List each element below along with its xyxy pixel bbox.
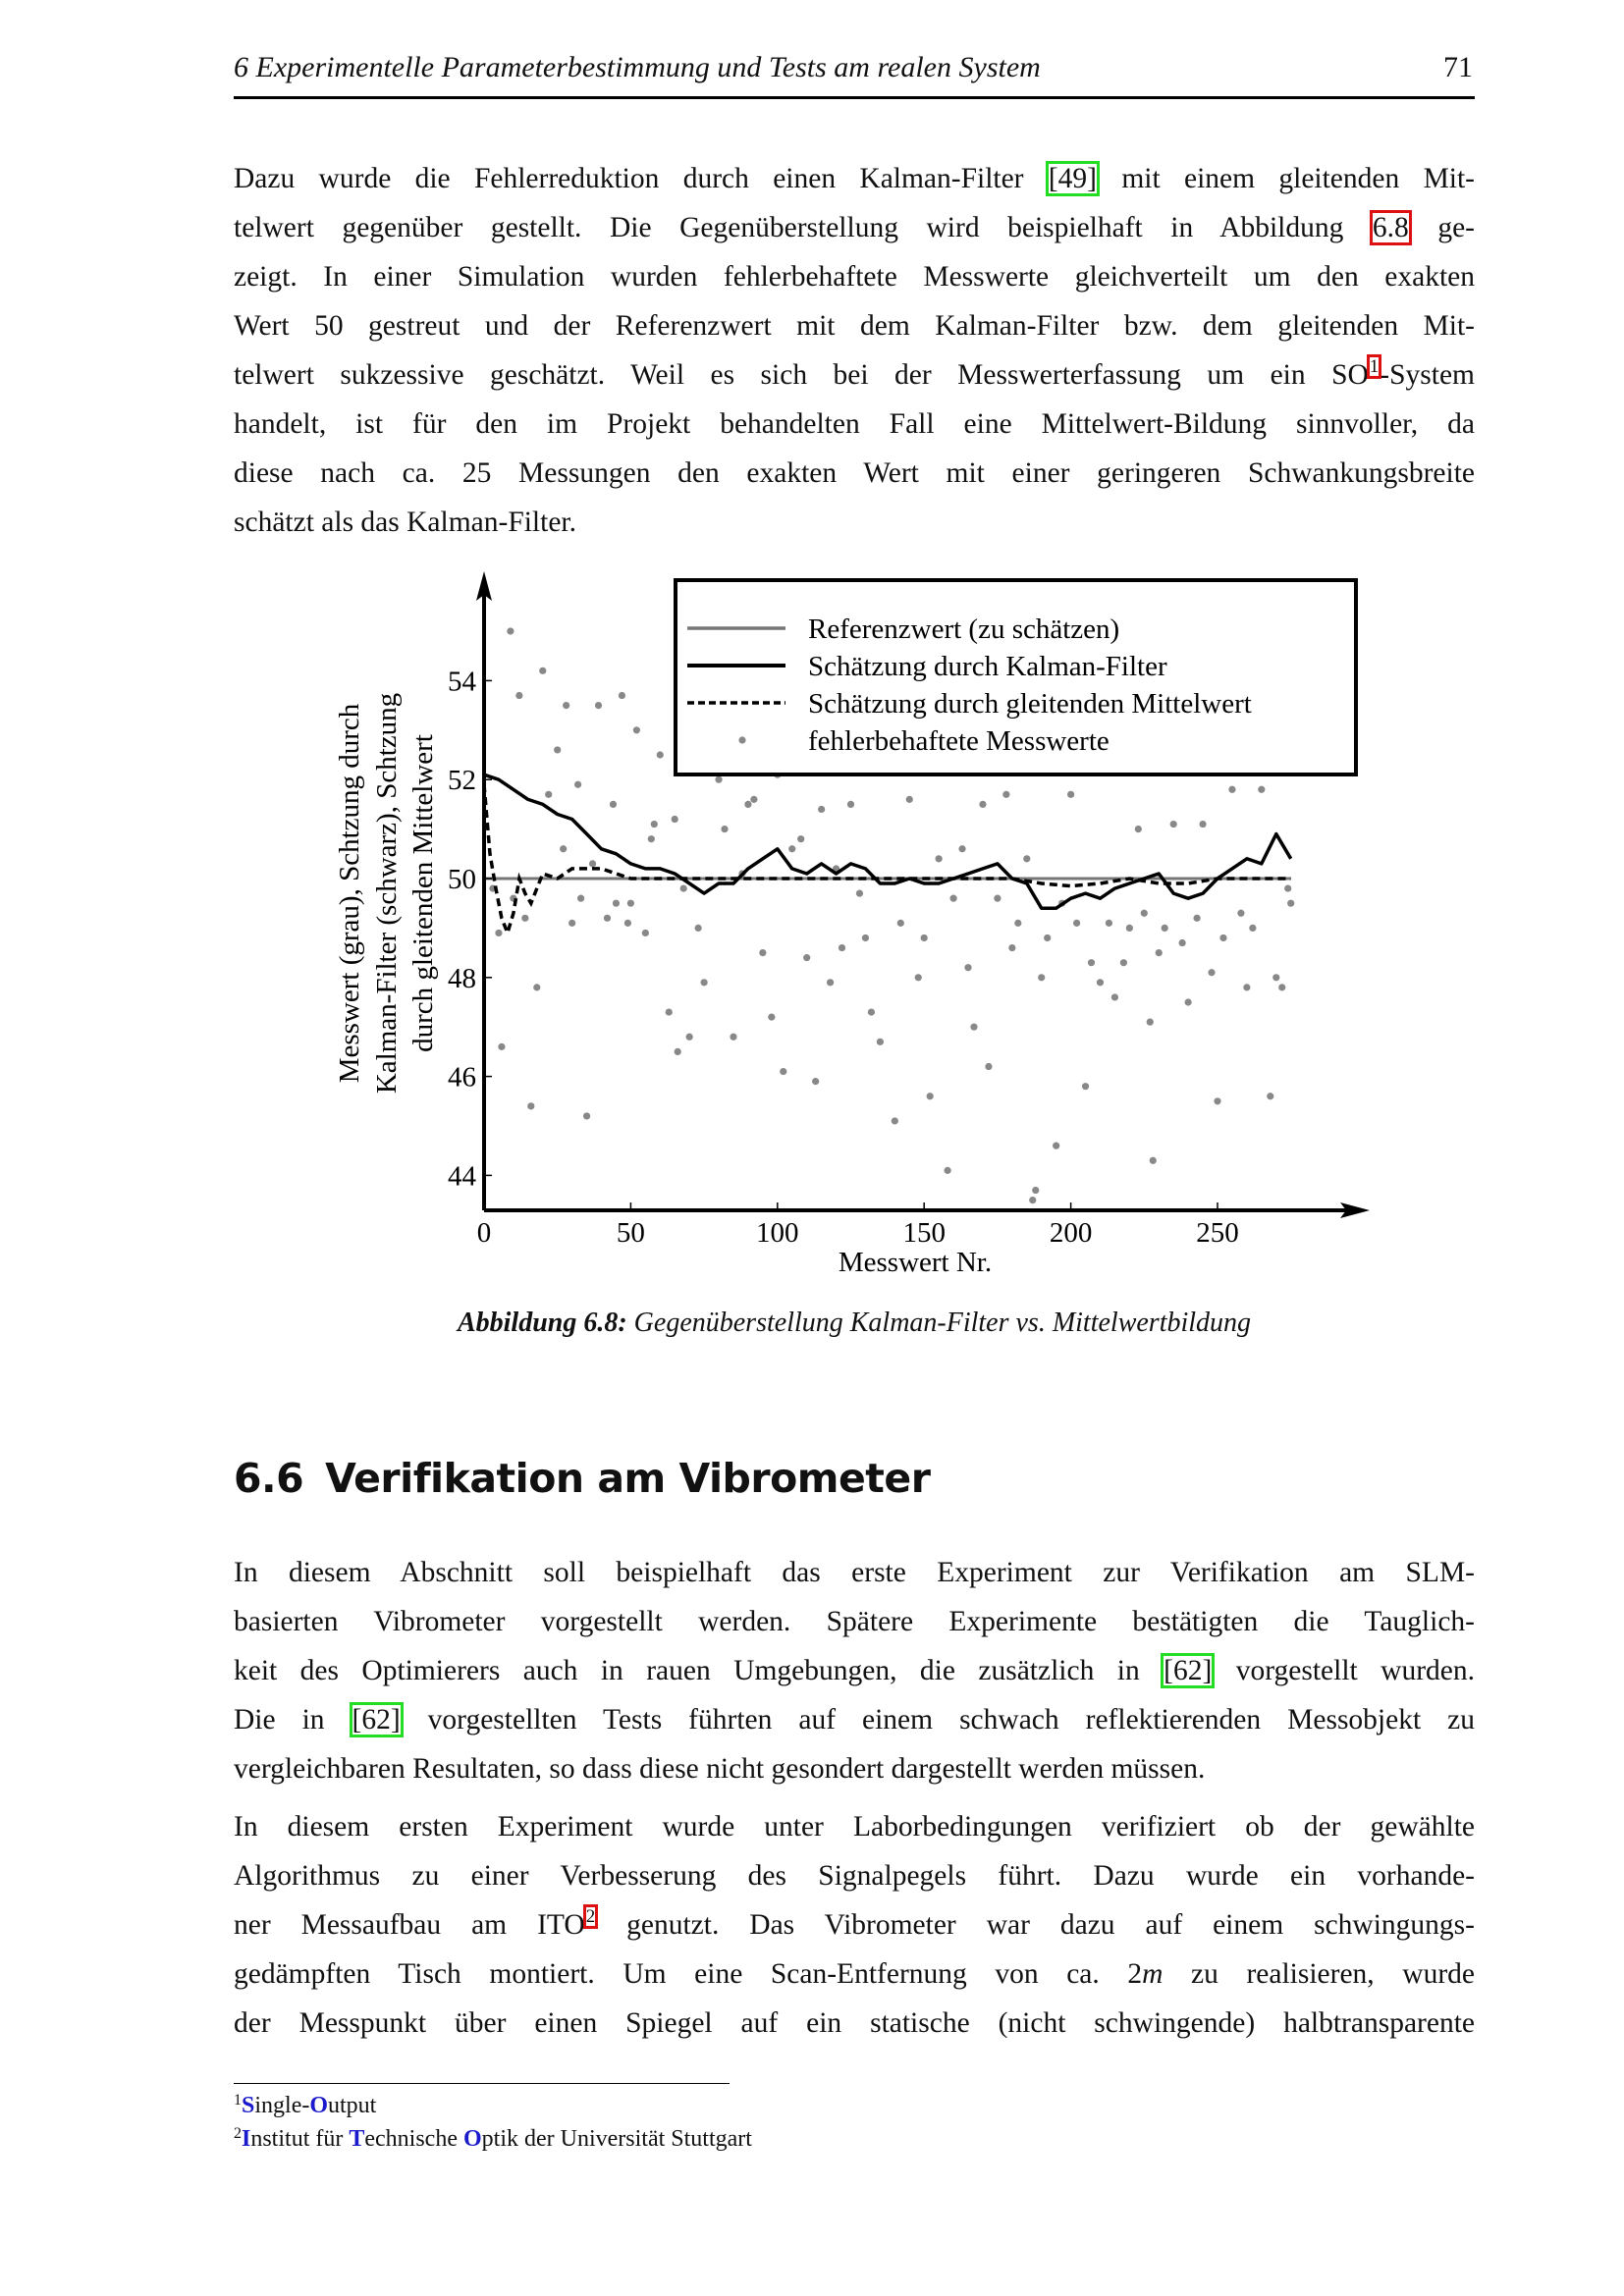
footnotes xyxy=(234,2089,752,2156)
figure-caption xyxy=(234,1308,1475,1339)
y-axis-label xyxy=(334,693,439,1094)
text-line: der Messpunkt über einen Spiegel auf ein statische (nicht schwingende) halbtransparente xyxy=(234,2007,1475,2039)
chapter-title: 6 Experimentelle Parameterbestimmung und Tests am realen System xyxy=(234,51,1041,83)
caption-text: Gegenüberstellung Kalman-Filter vs. Mittelwertbildung xyxy=(626,1308,1252,1338)
citation-link-62[interactable]: [62] xyxy=(1164,1655,1213,1686)
figure-chart xyxy=(314,564,1404,1291)
footnote-ref-1[interactable]: 1 xyxy=(1369,356,1380,377)
svg-text:fehlerbehaftete Messwerte: fehlerbehaftete Messwerte xyxy=(808,725,1110,757)
section-title: Verifikation am Vibrometer xyxy=(325,1455,931,1502)
svg-text:Schätzung durch gleitenden Mit: Schätzung durch gleitenden Mittelwert xyxy=(808,688,1252,720)
svg-text:Messwert (grau), Schtzung durc: Messwert (grau), Schtzung durch xyxy=(334,703,365,1084)
footnote-ref-2[interactable]: 2 xyxy=(585,1906,596,1927)
svg-text:46: 46 xyxy=(448,1061,476,1094)
text-line: Algorithmus zu einer Verbesserung des Signalpegels führt. Dazu wurde ein vorhande- xyxy=(234,1860,1475,1892)
figure-ref-link[interactable]: 6.8 xyxy=(1372,212,1409,243)
text-line: handelt, ist für den im Projekt behandelten Fall eine Mittelwert-Bildung sinnvoller, da xyxy=(234,408,1475,440)
svg-text:Referenzwert (zu schätzen): Referenzwert (zu schätzen) xyxy=(808,614,1120,645)
text-line: keit des Optimierers auch in rauen Umgebungen, die zusätzlich in [62] vorgestellt wurden. xyxy=(234,1655,1475,1686)
svg-text:150: 150 xyxy=(902,1217,946,1249)
text-line: ner Messaufbau am ITO$^2$ genutzt. Das Vibrometer war dazu auf einem schwingungs- xyxy=(234,1906,1475,1941)
section-paragraph-1 xyxy=(234,1548,1475,1793)
footnote-divider xyxy=(234,2083,730,2084)
text-line: gedämpften Tisch montiert. Um eine Scan-Entfernung von ca. 2m zu realisieren, wurde xyxy=(234,1958,1475,1990)
text-line: telwert gegenüber gestellt. Die Gegenüberstellung wird beispielhaft in Abbildung 6.8 ge- xyxy=(234,212,1475,243)
section-number: 6.6 xyxy=(234,1455,304,1502)
text-line: Wert 50 gestreut und der Referenzwert mit dem Kalman-Filter bzw. dem gleitenden Mit- xyxy=(234,310,1475,342)
intro-paragraph xyxy=(234,154,1475,547)
caption-label: Abbildung 6.8: xyxy=(457,1308,627,1338)
text-line: zeigt. In einer Simulation wurden fehlerbehaftete Messwerte gleichverteilt um den exakten xyxy=(234,261,1475,293)
running-header xyxy=(234,47,1475,99)
text-line: diese nach ca. 25 Messungen den exakten Wert mit einer geringeren Schwankungsbreite xyxy=(234,457,1475,489)
svg-text:54: 54 xyxy=(448,666,476,698)
svg-text:durch gleitenden Mittelwert: durch gleitenden Mittelwert xyxy=(407,734,439,1052)
svg-text:50: 50 xyxy=(448,864,476,895)
footnote-1: $^1$Single-Output xyxy=(234,2092,377,2118)
svg-text:100: 100 xyxy=(756,1217,799,1249)
svg-text:44: 44 xyxy=(448,1160,476,1193)
svg-text:52: 52 xyxy=(448,765,476,797)
kalman-vs-mean-plot xyxy=(314,564,1404,1291)
plot-lines xyxy=(484,774,1291,933)
text-line: telwert sukzessive geschätzt. Weil es sich bei der Messwerterfassung um ein SO$^1$-System xyxy=(234,356,1475,391)
svg-text:250: 250 xyxy=(1196,1217,1239,1249)
footnote-2: $^2$Institut für Technische Optik der Universität Stuttgart xyxy=(234,2125,752,2152)
svg-text:Kalman-Filter (schwarz), Schtz: Kalman-Filter (schwarz), Schtzung xyxy=(371,692,403,1095)
citation-link-49[interactable]: [49] xyxy=(1048,163,1097,194)
section-paragraph-2 xyxy=(234,1802,1475,2048)
text-line: basierten Vibrometer vorgestellt werden. Spätere Experimente bestätigten die Tauglich- xyxy=(234,1606,1475,1637)
text-line: Dazu wurde die Fehlerreduktion durch einen Kalman-Filter [49] mit einem gleitenden Mit- xyxy=(234,163,1476,194)
citation-link-62[interactable]: [62] xyxy=(352,1704,401,1735)
svg-text:48: 48 xyxy=(448,962,476,994)
legend xyxy=(676,580,1356,774)
text-line: In diesem Abschnitt soll beispielhaft das erste Experiment zur Verifikation am SLM- xyxy=(234,1557,1475,1588)
svg-text:Messwert Nr.: Messwert Nr. xyxy=(838,1247,993,1278)
text-line: Die in [62] vorgestellten Tests führten auf einem schwach reflektierenden Messobjekt zu xyxy=(234,1704,1475,1735)
text-line: vergleichbaren Resultaten, so dass diese nicht gesondert dargestellt werden müssen. xyxy=(234,1753,1206,1785)
section-heading xyxy=(234,1455,930,1502)
page-number: 71 xyxy=(1443,51,1473,83)
svg-text:200: 200 xyxy=(1049,1217,1093,1249)
text-line: In diesem ersten Experiment wurde unter Laborbedingungen verifiziert ob der gewählte xyxy=(234,1811,1475,1842)
svg-text:0: 0 xyxy=(476,1217,492,1249)
svg-text:Schätzung durch Kalman-Filter: Schätzung durch Kalman-Filter xyxy=(808,651,1167,682)
text-line: schätzt als das Kalman-Filter. xyxy=(234,507,576,538)
svg-text:50: 50 xyxy=(616,1217,645,1249)
